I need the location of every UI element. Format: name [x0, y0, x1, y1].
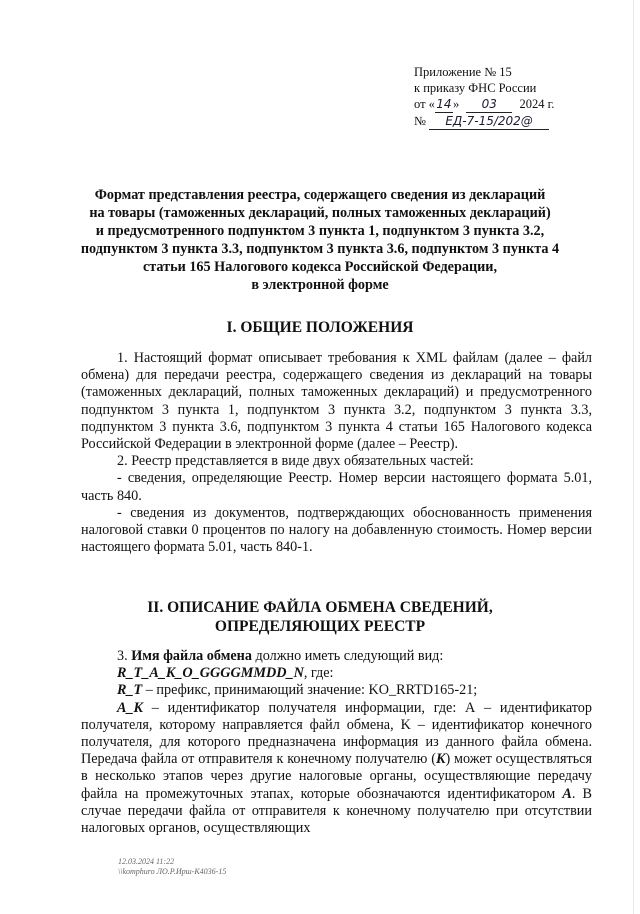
definition-ak-code: A_K	[117, 699, 144, 716]
paragraph-3-number: 3.	[117, 648, 128, 664]
scan-edge	[633, 0, 640, 914]
title-line: на товары (таможенных деклараций, полных таможенных деклараций)	[89, 205, 551, 221]
annex-date	[414, 96, 554, 113]
paragraph-3-bold: Имя файла обмена	[131, 648, 252, 664]
annex-from-prefix: от «	[414, 97, 435, 111]
paragraph-2-item-1: - сведения, определяющие Реестр. Номер версии настоящего формата 5.01, часть 840.	[81, 470, 592, 504]
title-line: Формат представления реестра, содержащего сведения из деклараций	[94, 187, 546, 203]
definition-rt-code: R_T	[117, 682, 143, 699]
annex-year: 2024 г.	[519, 97, 555, 111]
section-1-heading: I. ОБЩИЕ ПОЛОЖЕНИЯ	[226, 319, 414, 336]
document-title	[70, 186, 570, 294]
title-line: подпунктом 3 пункта 3.3, подпунктом 3 пункта 3.6, подпунктом 3 пункта 4	[80, 241, 560, 257]
annex-day: 14	[436, 97, 452, 111]
section-2-heading-line: ОПРЕДЕЛЯЮЩИХ РЕЕСТР	[214, 618, 426, 635]
title-line: в электронной форме	[251, 277, 389, 293]
paragraph-3	[81, 648, 592, 665]
definition-ak-text: ) может осуществляться в несколько этапов через другие налоговые органы, осуществляющие передачу файла на промежуточных этапах, которые обозначаются идентификатором	[81, 751, 592, 802]
definition-ak-k: K	[435, 751, 446, 768]
definition-rt	[81, 682, 592, 699]
definition-rt-text: – префикс, принимающий значение: KO_RRTD165-21;	[145, 682, 478, 699]
definition-ak-text: – идентификатор получателя информации, где: А – идентификатор получателя, которому направляется файл обмена, K – идентификатор конечного получателя, для которого предназначена информация из данного файла обмена. Передача файла от отправителя к конечному получателю (	[81, 699, 592, 768]
paragraph-2-item-2: - сведения из документов, подтверждающих обоснованность применения налоговой ставки 0 процентов по налогу на добавленную стоимость. Номер версии настоящего формата 5.01, часть 840-1.	[81, 504, 592, 556]
file-name-pattern	[81, 665, 592, 682]
title-line: статьи 165 Налогового кодекса Российской Федерации,	[142, 259, 498, 275]
section-2-body	[81, 648, 592, 837]
file-name-pattern-suffix: , где:	[303, 665, 334, 682]
file-name-pattern-code: R_T_A_K_O_GGGGMMDD_N	[117, 665, 304, 682]
annex-month: 03	[466, 96, 512, 113]
annex-line-1: Приложение № 15	[414, 65, 512, 79]
annex-number-row	[414, 113, 554, 130]
definition-ak-a: A	[562, 785, 572, 802]
paragraph-1: 1. Настоящий формат описывает требования к XML файлам (далее – файл обмена) для передачи реестра, содержащего сведения из деклараций на товары (таможенных деклараций, полных таможенных деклараций) и предусмотренного подпунктом 3 пункта 1, подпунктом 3 пункта 3.2, подпунктом 3 пункта 3.3, подпунктом 3 пункта 3.6, подпунктом 3 пункта 4 статьи 165 Налогового кодекса Российской Федерации в электронной форме (далее – Реестр).	[81, 350, 592, 453]
paragraph-3-rest: должно иметь следующий вид:	[255, 648, 444, 664]
footer-path: \\komphuro ЛО.Р.Ирш-К4036-15	[118, 867, 227, 876]
section-2-heading	[70, 598, 570, 636]
footer-timestamp: 12.03.2024 11:22	[118, 857, 175, 866]
paragraph-2: 2. Реестр представляется в виде двух обязательных частей:	[117, 453, 474, 470]
annex-mid-quote: »	[452, 97, 460, 111]
annex-line-2: к приказу ФНС России	[414, 81, 537, 95]
annex-number-prefix: №	[414, 114, 426, 128]
title-line: и предусмотренного подпунктом 3 пункта 1, подпунктом 3 пункта 3.2,	[95, 223, 545, 239]
annex-number: ЕД-7-15/202@	[429, 113, 549, 130]
definition-ak	[81, 700, 592, 838]
definition-ak-text: . В случае передачи файла от отправителя к конечному получателю при отсутствии налоговых органов, осуществляющих	[81, 785, 593, 837]
section-1-body	[81, 350, 592, 556]
footer-stamp	[118, 857, 226, 877]
annex-block	[414, 64, 554, 130]
section-2-heading-line: II. ОПИСАНИЕ ФАЙЛА ОБМЕНА СВЕДЕНИЙ,	[147, 599, 493, 616]
